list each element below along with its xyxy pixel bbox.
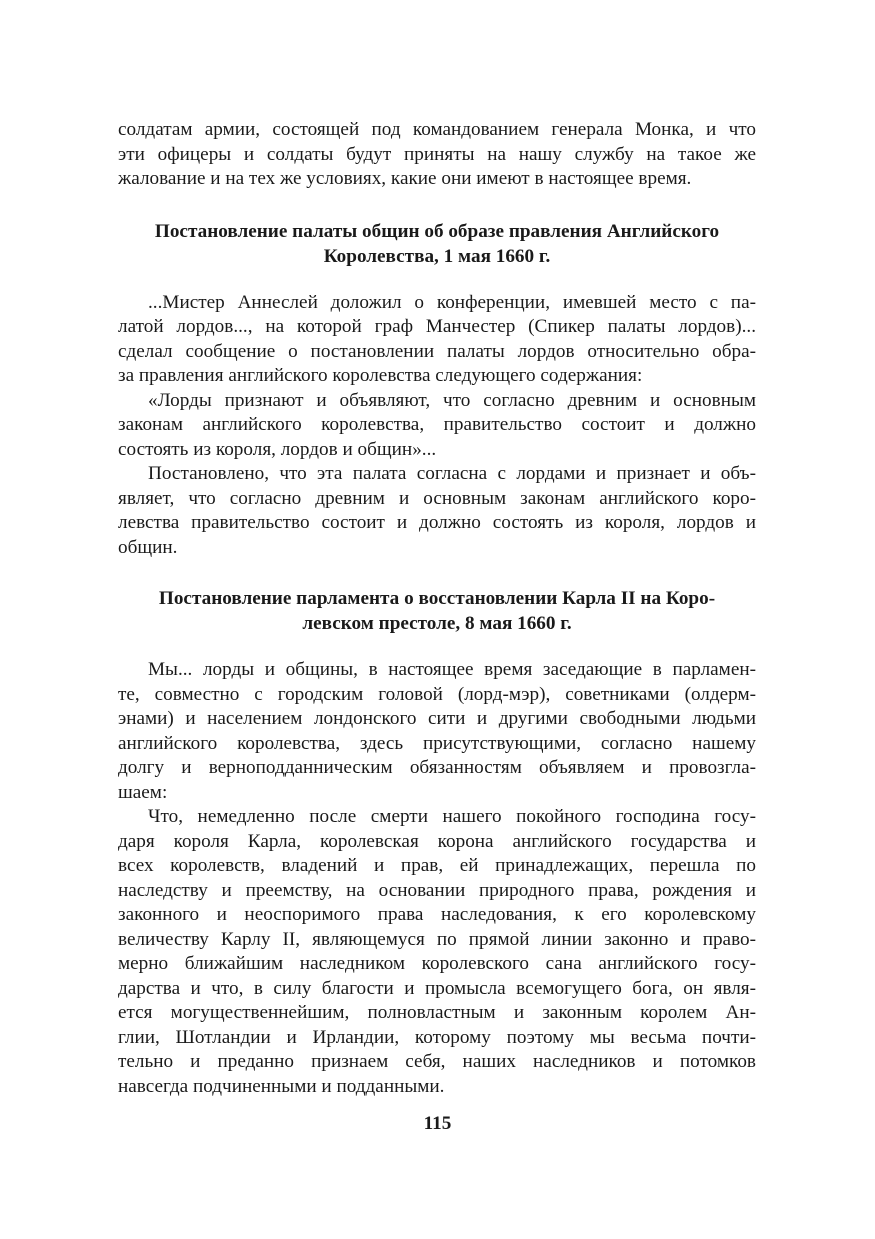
text-line: тельно и преданно признаем себя, наших наследников и потомков [118,1051,756,1072]
section1-heading [118,219,756,269]
heading-line: Королевства, 1 мая 1660 г. [323,245,551,267]
text-line: дарства и что, в силу благости и промысла всемогущего бога, он явля- [118,977,756,999]
text-line: наследству и преемству, на основании природного права, рождения и [118,879,756,901]
text-line: навсегда подчиненными и подданными. [118,1075,445,1097]
heading-line: Постановление палаты общин об образе правления Английского [154,220,720,242]
heading-line: Постановление парламента о восстановлении Карла II на Коро- [158,588,716,609]
text-line: эти офицеры и солдаты будут приняты на нашу службу на такое же [118,143,756,165]
section1-paragraph [118,291,756,389]
text-line: Что, немедленно после смерти нашего покойного господина госу- [148,806,756,827]
text-line: энами) и населением лондонского сити и другими свободными людьми [118,708,756,729]
text-line: сделал сообщение о постановлении палаты лордов относительно обра- [118,340,756,362]
text-line: жалование и на тех же условиях, какие они имеют в настоящее время. [118,168,692,189]
text-line: «Лорды признают и объявляют, что согласно древним и основным [148,389,756,411]
text-line: глии, Шотландии и Ирландии, которому поэтому мы весьма почти- [118,1026,756,1048]
section2-heading [118,586,756,636]
page-number: 115 [423,1113,452,1134]
text-line: шаем: [118,781,168,803]
text-line: за правления английского королевства следующего содержания: [118,365,643,386]
text-line: долгу и верноподданническим обязанностям объявляем и провозгла- [118,757,756,778]
text-line: латой лордов..., на которой граф Манчестер (Спикер палаты лордов)... [118,316,756,337]
intro-paragraph [118,118,756,192]
text-line: левства правительство состоит и должно состоять из короля, лордов и [118,512,756,533]
text-line: солдатам армии, состоящей под командованием генерала Монка, и что [118,119,756,140]
heading-line: левском престоле, 8 мая 1660 г. [302,613,572,634]
text-line: те, совместно с городским головой (лорд-мэр), советниками (олдерм- [118,683,756,705]
text-line: ется могущественнейшим, полновластным и законным королем Ан- [118,1002,756,1023]
text-line: мерно ближайшим наследником королевского сана английского госу- [118,953,756,974]
text-line: являет, что согласно древним и основным законам английского коро- [118,487,756,509]
text-line: величеству Карлу II, являющемуся по прямой линии законно и право- [118,928,756,950]
text-line: даря короля Карла, королевская корона английского государства и [118,830,756,852]
text-line: состоять из короля, лордов и общин»... [118,438,437,460]
section1-quote [118,389,756,463]
page-body [118,118,756,1099]
text-line: ...Мистер Аннеслей доложил о конференции, имевшей место с па- [148,291,756,313]
text-line: законного и неоспоримого права наследования, к его королевскому [118,904,756,925]
text-line: английского королевства, здесь присутствующими, согласно нашему [118,732,756,754]
section2-paragraph [118,658,756,805]
section2-declaration [118,805,756,1099]
text-line: Мы... лорды и общины, в настоящее время заседающие в парламен- [148,659,756,680]
text-line: Постановлено, что эта палата согласна с лордами и признает и объ- [148,463,756,484]
section1-resolution [118,462,756,560]
text-line: законам английского королевства, правительство состоит и должно [118,414,756,435]
text-line: общин. [118,536,178,558]
text-line: всех королевств, владений и прав, ей принадлежащих, перешла по [118,855,756,876]
